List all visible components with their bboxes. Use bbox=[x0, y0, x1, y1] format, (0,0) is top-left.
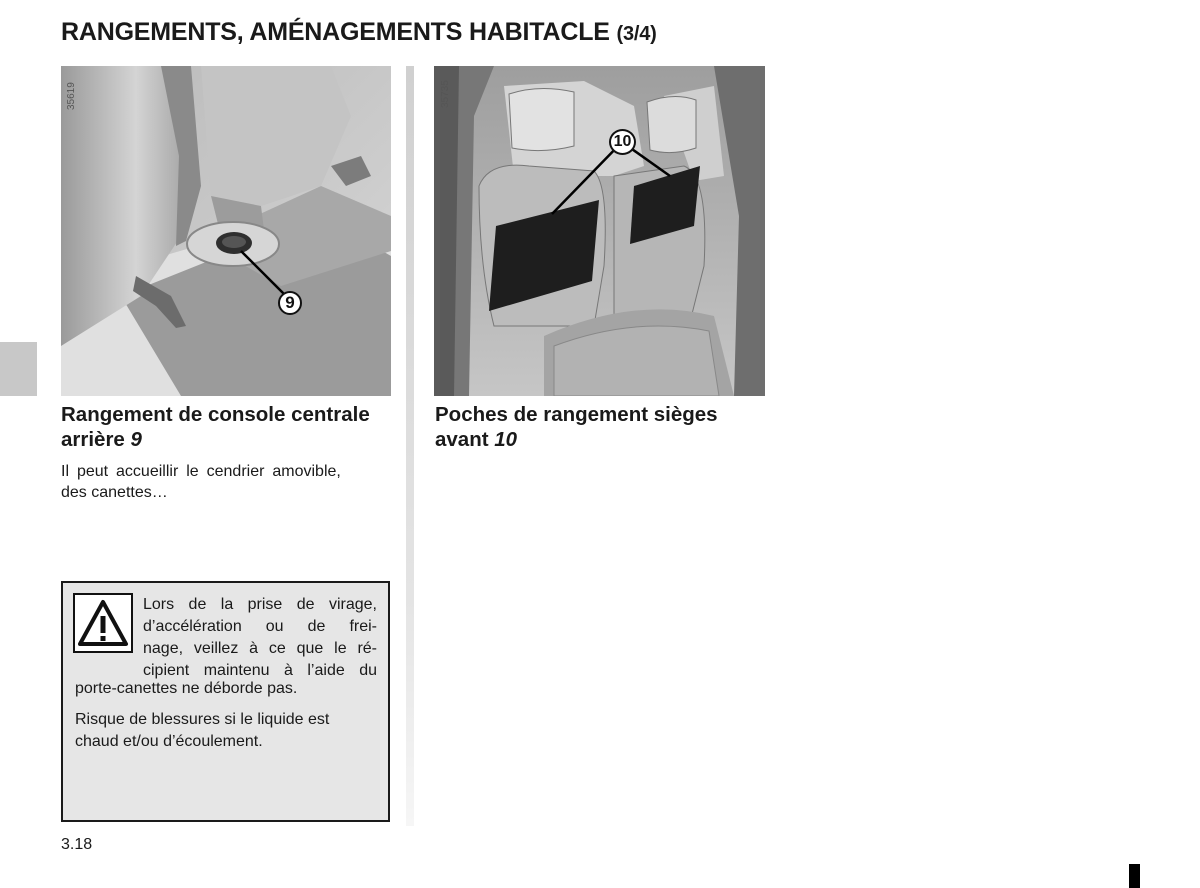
warning-paragraph-2 bbox=[75, 709, 380, 753]
warning-triangle-icon bbox=[73, 593, 133, 653]
title-main: RANGEMENTS, AMÉNAGEMENTS HABITACLE bbox=[61, 18, 610, 46]
chapter-tab bbox=[0, 342, 37, 396]
warning-line: nage, veillez à ce que le ré- bbox=[143, 640, 377, 657]
warning-line: Risque de blessures si le liquide est bbox=[75, 711, 330, 728]
console-storage-heading bbox=[61, 402, 391, 452]
seat-pockets-heading bbox=[435, 402, 765, 452]
right-photo-ref: 35735 bbox=[440, 80, 451, 108]
callout-9: 9 bbox=[278, 291, 302, 315]
description-line: Il peut accueillir le cendrier amovible, bbox=[61, 463, 341, 480]
heading-ref-number: 10 bbox=[494, 428, 518, 451]
console-storage-illustration bbox=[61, 66, 391, 396]
page-title bbox=[61, 18, 657, 47]
corner-mark bbox=[1129, 864, 1140, 888]
warning-line: cipient maintenu à l’aide du bbox=[143, 662, 377, 679]
title-suffix: (3/4) bbox=[616, 23, 657, 45]
console-storage-photo bbox=[61, 66, 391, 396]
seat-pockets-illustration bbox=[434, 66, 765, 396]
warning-box bbox=[61, 581, 390, 822]
warning-paragraph-1 bbox=[143, 594, 377, 682]
description-line: des canettes… bbox=[61, 484, 168, 501]
console-storage-description bbox=[61, 461, 391, 503]
heading-text: Poches de rangement sièges avant bbox=[435, 403, 718, 451]
seat-pockets-photo bbox=[434, 66, 765, 396]
heading-text: Rangement de console centrale arrière bbox=[61, 403, 370, 451]
callout-10: 10 bbox=[609, 129, 636, 155]
heading-ref-number: 9 bbox=[130, 428, 142, 451]
warning-line-wrap bbox=[75, 678, 380, 700]
column-divider bbox=[406, 66, 414, 826]
left-photo-ref: 35619 bbox=[66, 82, 77, 110]
warning-line: porte-canettes ne déborde pas. bbox=[75, 680, 298, 697]
warning-line: chaud et/ou d’écoulement. bbox=[75, 733, 263, 750]
warning-line: Lors de la prise de virage, bbox=[143, 596, 377, 613]
page-number: 3.18 bbox=[61, 836, 93, 853]
warning-line: d’accélération ou de frei- bbox=[143, 618, 377, 635]
